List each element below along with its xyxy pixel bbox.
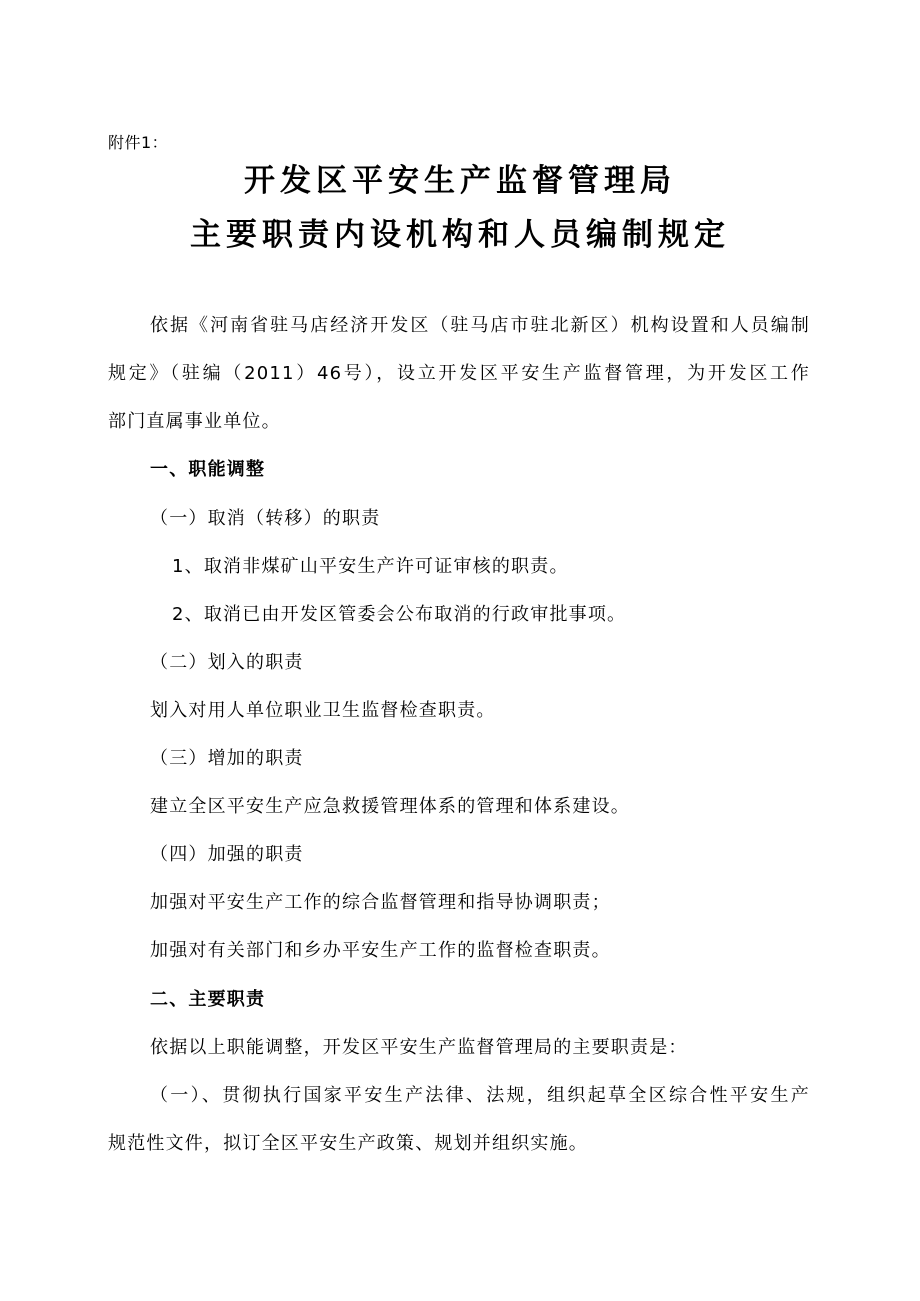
section-1-sub-4-text-2: 加强对有关部门和乡办平安生产工作的监督检查职责。 (150, 940, 611, 961)
section-1-sub-3-heading: （三）增加的职责 (150, 748, 304, 769)
section-1-sub-2-text: 划入对用人单位职业卫生监督检查职责。 (150, 700, 496, 721)
section-1-sub-2-heading: （二）划入的职责 (150, 652, 304, 673)
section-1-sub-3-text: 建立全区平安生产应急救援管理体系的管理和体系建设。 (150, 796, 630, 817)
section-1-sub-4-heading: （四）加强的职责 (150, 844, 304, 865)
section-2-item-1-line-1: （一）、贯彻执行国家平安生产法律、法规，组织起草全区综合性平安生产 (150, 1085, 810, 1106)
title-line-1: 开发区平安生产监督管理局 (244, 163, 676, 199)
intro-line-2: 规定》（驻编（2011）46号），设立开发区平安生产监督管理，为开发区工作 (108, 363, 810, 384)
section-1-sub-1-item-1: 1、取消非煤矿山平安生产许可证审核的职责。 (172, 556, 569, 577)
title-line-2: 主要职责内设机构和人员编制规定 (190, 217, 730, 253)
section-2-item-1-line-2: 规范性文件，拟订全区平安生产政策、规划并组织实施。 (108, 1133, 588, 1154)
section-2-intro: 依据以上职能调整，开发区平安生产监督管理局的主要职责是： (150, 1037, 688, 1058)
section-1-sub-1-item-2: 2、取消已由开发区管委会公布取消的行政审批事项。 (172, 604, 627, 625)
intro-line-3: 部门直属事业单位。 (108, 411, 281, 432)
section-1-heading: 一、职能调整 (150, 459, 266, 480)
intro-line-1: 依据《河南省驻马店经济开发区（驻马店市驻北新区）机构设置和人员编制 (150, 315, 810, 336)
section-2-heading: 二、主要职责 (150, 989, 266, 1010)
attachment-label: 附件1： (108, 133, 169, 152)
section-1-sub-4-text-1: 加强对平安生产工作的综合监督管理和指导协调职责； (150, 892, 611, 913)
section-1-sub-1-heading: （一）取消（转移）的职责 (150, 508, 381, 529)
